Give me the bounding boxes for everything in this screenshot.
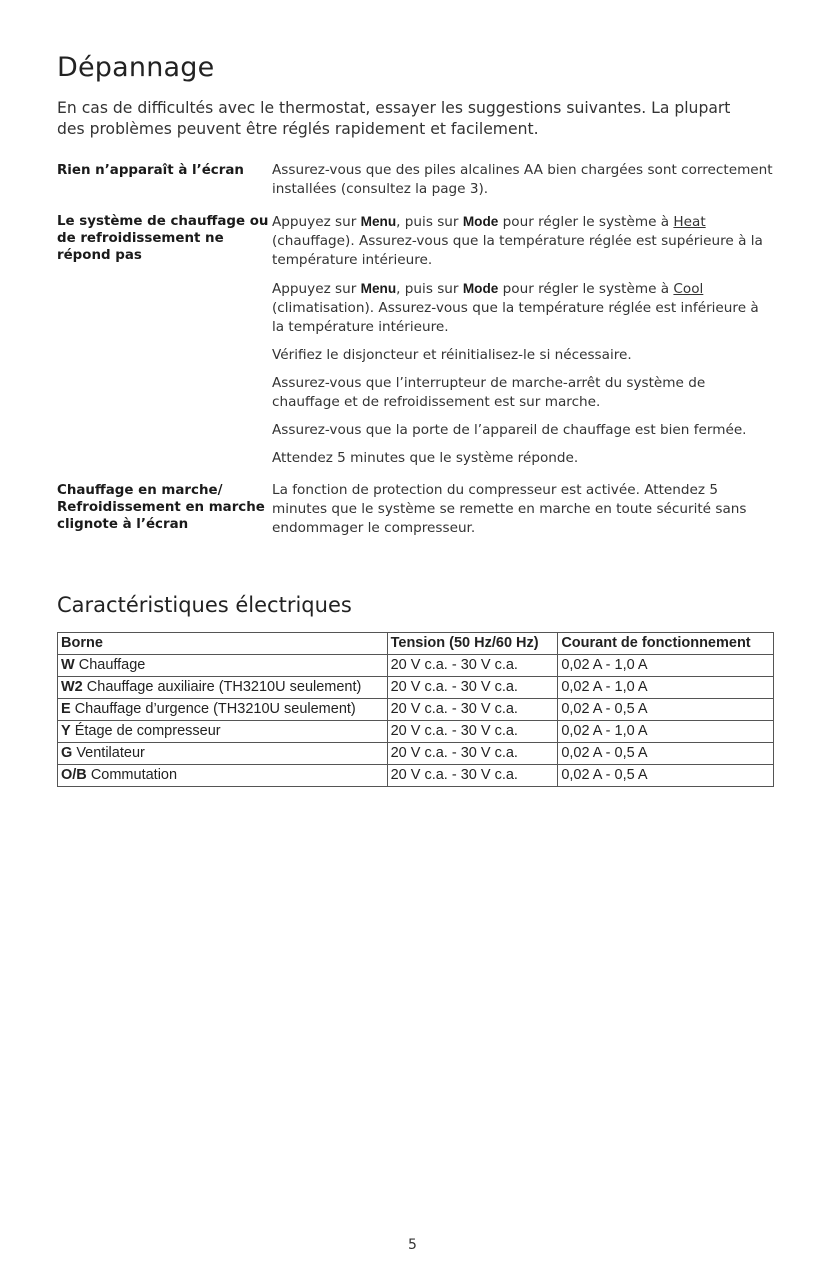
solution-text: Assurez-vous que des piles alcalines AA bien chargées sont correctement installées (consultez la page 3).: [272, 162, 773, 197]
table-row: [58, 765, 774, 787]
current-cell: 0,02 A - 1,0 A: [558, 655, 774, 677]
solution-list: [272, 481, 774, 538]
voltage-cell: 20 V c.a. - 30 V c.a.: [387, 677, 558, 699]
current-cell: 0,02 A - 0,5 A: [558, 765, 774, 787]
problem-label: Chauffage en marche/ Refroidissement en marche clignote à l’écran: [57, 483, 265, 532]
current-cell: 0,02 A - 1,0 A: [558, 721, 774, 743]
solution-text: Vérifiez le disjoncteur et réinitialisez-le si nécessaire.: [272, 347, 632, 363]
troubleshooting-row: [57, 481, 774, 538]
cool-mode: Cool: [673, 281, 704, 297]
current-cell: 0,02 A - 0,5 A: [558, 743, 774, 765]
solution-text: La fonction de protection du compresseur est activée. Attendez 5 minutes que le système se remette en marche en toute sécurité sans endommager le compresseur.: [272, 482, 747, 536]
page-title: Dépannage: [57, 52, 215, 83]
section-title: Caractéristiques électriques: [57, 593, 352, 617]
menu-key: Menu: [360, 214, 397, 229]
terminal-cell: Y Étage de compresseur: [58, 721, 388, 743]
troubleshooting-row: [57, 161, 774, 199]
table-row: [58, 721, 774, 743]
menu-key: Menu: [360, 281, 397, 296]
solution-text: Attendez 5 minutes que le système réponde.: [272, 450, 579, 466]
terminal-cell: O/B Commutation: [58, 765, 388, 787]
solution-text: Assurez-vous que la porte de l’appareil de chauffage est bien fermée.: [272, 422, 747, 438]
solution-list: [272, 212, 774, 468]
troubleshooting-list: [57, 161, 774, 551]
heat-mode: Heat: [673, 214, 706, 230]
intro-paragraph: En cas de difficultés avec le thermostat, essayer les suggestions suivantes. La plupart des problèmes peuvent être réglés rapidement et facilement.: [57, 99, 731, 138]
terminal-cell: E Chauffage d’urgence (TH3210U seulement): [58, 699, 388, 721]
terminal-cell: W2 Chauffage auxiliaire (TH3210U seulement): [58, 677, 388, 699]
page-number: 5: [408, 1237, 417, 1253]
voltage-cell: 20 V c.a. - 30 V c.a.: [387, 743, 558, 765]
terminal-cell: W Chauffage: [58, 655, 388, 677]
current-cell: 0,02 A - 1,0 A: [558, 677, 774, 699]
solution-text: Assurez-vous que l’interrupteur de marche-arrêt du système de chauffage et de refroidissement est sur marche.: [272, 375, 706, 410]
terminal-cell: G Ventilateur: [58, 743, 388, 765]
table-row: [58, 677, 774, 699]
problem-label: Le système de chauffage ou de refroidissement ne répond pas: [57, 214, 269, 263]
mode-key: Mode: [462, 281, 499, 296]
column-header: Borne: [58, 633, 388, 655]
table-row: [58, 699, 774, 721]
troubleshooting-row: [57, 212, 774, 468]
table-row: [58, 655, 774, 677]
column-header: Courant de fonctionnement: [558, 633, 774, 655]
voltage-cell: 20 V c.a. - 30 V c.a.: [387, 655, 558, 677]
problem-label: Rien n’apparaît à l’écran: [57, 163, 244, 178]
solution-text: Appuyez sur Menu, puis sur Mode pour régler le système à Heat (chauffage). Assurez-vous que la température réglée est supérieure à la température intérieure.: [272, 214, 763, 268]
table-header-row: [58, 633, 774, 655]
mode-key: Mode: [462, 214, 499, 229]
voltage-cell: 20 V c.a. - 30 V c.a.: [387, 699, 558, 721]
voltage-cell: 20 V c.a. - 30 V c.a.: [387, 765, 558, 787]
table-row: [58, 743, 774, 765]
column-header: Tension (50 Hz/60 Hz): [387, 633, 558, 655]
electrical-spec-table: [57, 632, 774, 787]
current-cell: 0,02 A - 0,5 A: [558, 699, 774, 721]
voltage-cell: 20 V c.a. - 30 V c.a.: [387, 721, 558, 743]
solution-list: [272, 161, 774, 199]
solution-text: Appuyez sur Menu, puis sur Mode pour régler le système à Cool (climatisation). Assurez-vous que la température réglée est inférieure à la température intérieure.: [272, 281, 759, 335]
